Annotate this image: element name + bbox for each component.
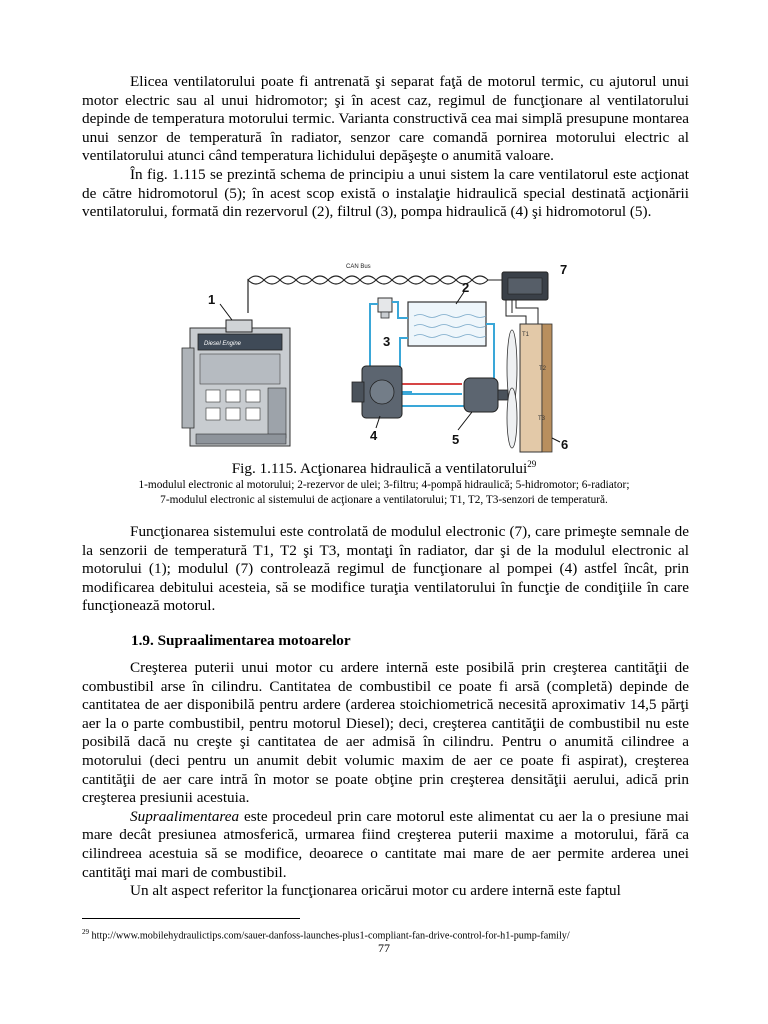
paragraph: Creşterea puterii unui motor cu ardere internă este posibilă prin creşterea cantităţii de combustibil arse în cilindru. Cantitatea de combustibil ce poate fi arsă (completă) depinde de cantitatea de aer disponibilă pentru ardere (arderea stoichiometrică necesită aproximativ 14,5 părţi aer la o parte combustibil, pentru motorul Diesel); deci, creşterea cantităţii de combustibil nu este posibilă dacă nu creşte şi cantitatea de aer admisă în cilindru. Pentru o anumită cilindree a motorului (deci pentru un anumit debit volumic maxim de aer ce poate fi aspirat), creşterea cantităţii de aer care intră în motor se poate obţine prin creşterea densităţii aerului, adică prin creşterea presiunii acestuia.: [82, 659, 689, 807]
figure-caption: [0, 459, 768, 478]
page-number: 77: [378, 941, 390, 955]
engine-label: Diesel Engine: [204, 341, 242, 347]
callout-line: [552, 438, 560, 442]
paragraph: Un alt aspect referitor la funcţionarea oricărui motor cu ardere internă este faptul: [130, 882, 621, 900]
footnote-ref: 29: [527, 459, 537, 469]
sensor-t1-label: T1: [522, 332, 530, 338]
callout-5: 5: [452, 432, 460, 447]
callout-1: 1: [208, 292, 216, 307]
paragraph: Funcţionarea sistemului este controlată de modulul electronic (7), care primeşte semnale de la senzorii de temperatură T1, T2 şi T3, montaţi în radiator, dar şi de la modulul electronic al motorului (1); modulul (7) controlează regimul de funcţionare al pompei (4) astfel încât, prin modificarea debitului acesteia, să se modifice turaţia ventilatorului în funcţie de condiţiile în care funcţionează motorul.: [82, 523, 689, 615]
paragraph: Supraalimentarea este procedeul prin care motorul este alimentat cu aer la o presiune mai mare decât presiunea atmosferică, urmarea fiind creşterea puterii maxime a motorului, fără ca cilindreea acestuia să se modifice, deoarece o cantitate mai mare de aer permite arderea unei cantităţi mai mari de combustibil.: [82, 807, 689, 881]
engine-ecu: [226, 320, 252, 332]
section-text-block: [82, 659, 689, 901]
callout-2: 2: [462, 280, 470, 295]
mid-text-block: [82, 523, 689, 616]
callout-4: 4: [370, 428, 378, 443]
hydraulic-fan-drive-figure: [176, 258, 588, 456]
diesel-engine: [182, 328, 290, 446]
hydraulic-motor: [464, 378, 508, 412]
radiator: [520, 324, 552, 452]
paragraph: Elicea ventilatorului poate fi antrenată şi separat faţă de motorul termic, cu ajutorul unui motor electric sau al unui hidromotor; şi în acest caz, regimul de funcţionare al ventilatorului depinde de temperatura motorului termic. Varianta constructivă cea mai simplă presupune montarea unui senzor de temperatură în radiator, senzor care comandă pornirea motorului electric al ventilatorului atunci când temperatura lichidului depăşeşte o anumită valoare.: [82, 73, 689, 165]
sensor-t2-label: T2: [539, 366, 547, 372]
figure-legend-line: 1-modulul electronic al motorului; 2-rezervor de ulei; 3-filtru; 4-pompă hidraulică; 5-hidromotor; 6-radiator;: [138, 479, 630, 491]
footnote-link[interactable]: http://www.mobilehydraulictips.com/sauer-danfoss-launches-plus1-compliant-fan-drive-control-for-h1-pump-family/: [89, 930, 570, 942]
footnote-rule: [82, 918, 300, 919]
callout-7: 7: [560, 262, 568, 277]
footnote-number: 29: [82, 928, 89, 936]
footnote: [82, 928, 570, 941]
paragraph: În fig. 1.115 se prezintă schema de principiu a unui sistem la care ventilatorul este acţionat de către hidromotorul (5); în acest scop există o instalaţie hidraulică special destinată acţionării ventilatorului, formată din rezervorul (2), filtrul (3), pompa hidraulică (4) şi hidromotorul (5).: [82, 165, 689, 221]
figure-caption-text: Fig. 1.115. Acţionarea hidraulică a ventilatorului: [231, 460, 528, 478]
callout-line: [458, 412, 472, 430]
oil-filter: [378, 298, 392, 318]
callout-line: [220, 304, 232, 320]
oil-reservoir: [408, 302, 486, 346]
figure-legend-line: 7-modulul electronic al sistemului de acţionare a ventilatorului; T1, T2, T3-senzori de temperatură.: [160, 493, 608, 506]
figure-legend: [72, 478, 696, 507]
intro-text-block: [82, 73, 689, 222]
italic-term: Supraalimentarea: [130, 807, 240, 825]
can-bus-label: CAN Bus: [346, 264, 371, 270]
sensor-t3-label: T3: [538, 416, 546, 422]
callout-3: 3: [383, 334, 391, 349]
callout-6: 6: [561, 437, 569, 452]
hydraulic-pump: [352, 366, 402, 418]
section-heading: 1.9. Supraalimentarea motoarelor: [131, 632, 351, 649]
fan-drive-ecu: [502, 272, 548, 300]
fan: [507, 330, 517, 448]
